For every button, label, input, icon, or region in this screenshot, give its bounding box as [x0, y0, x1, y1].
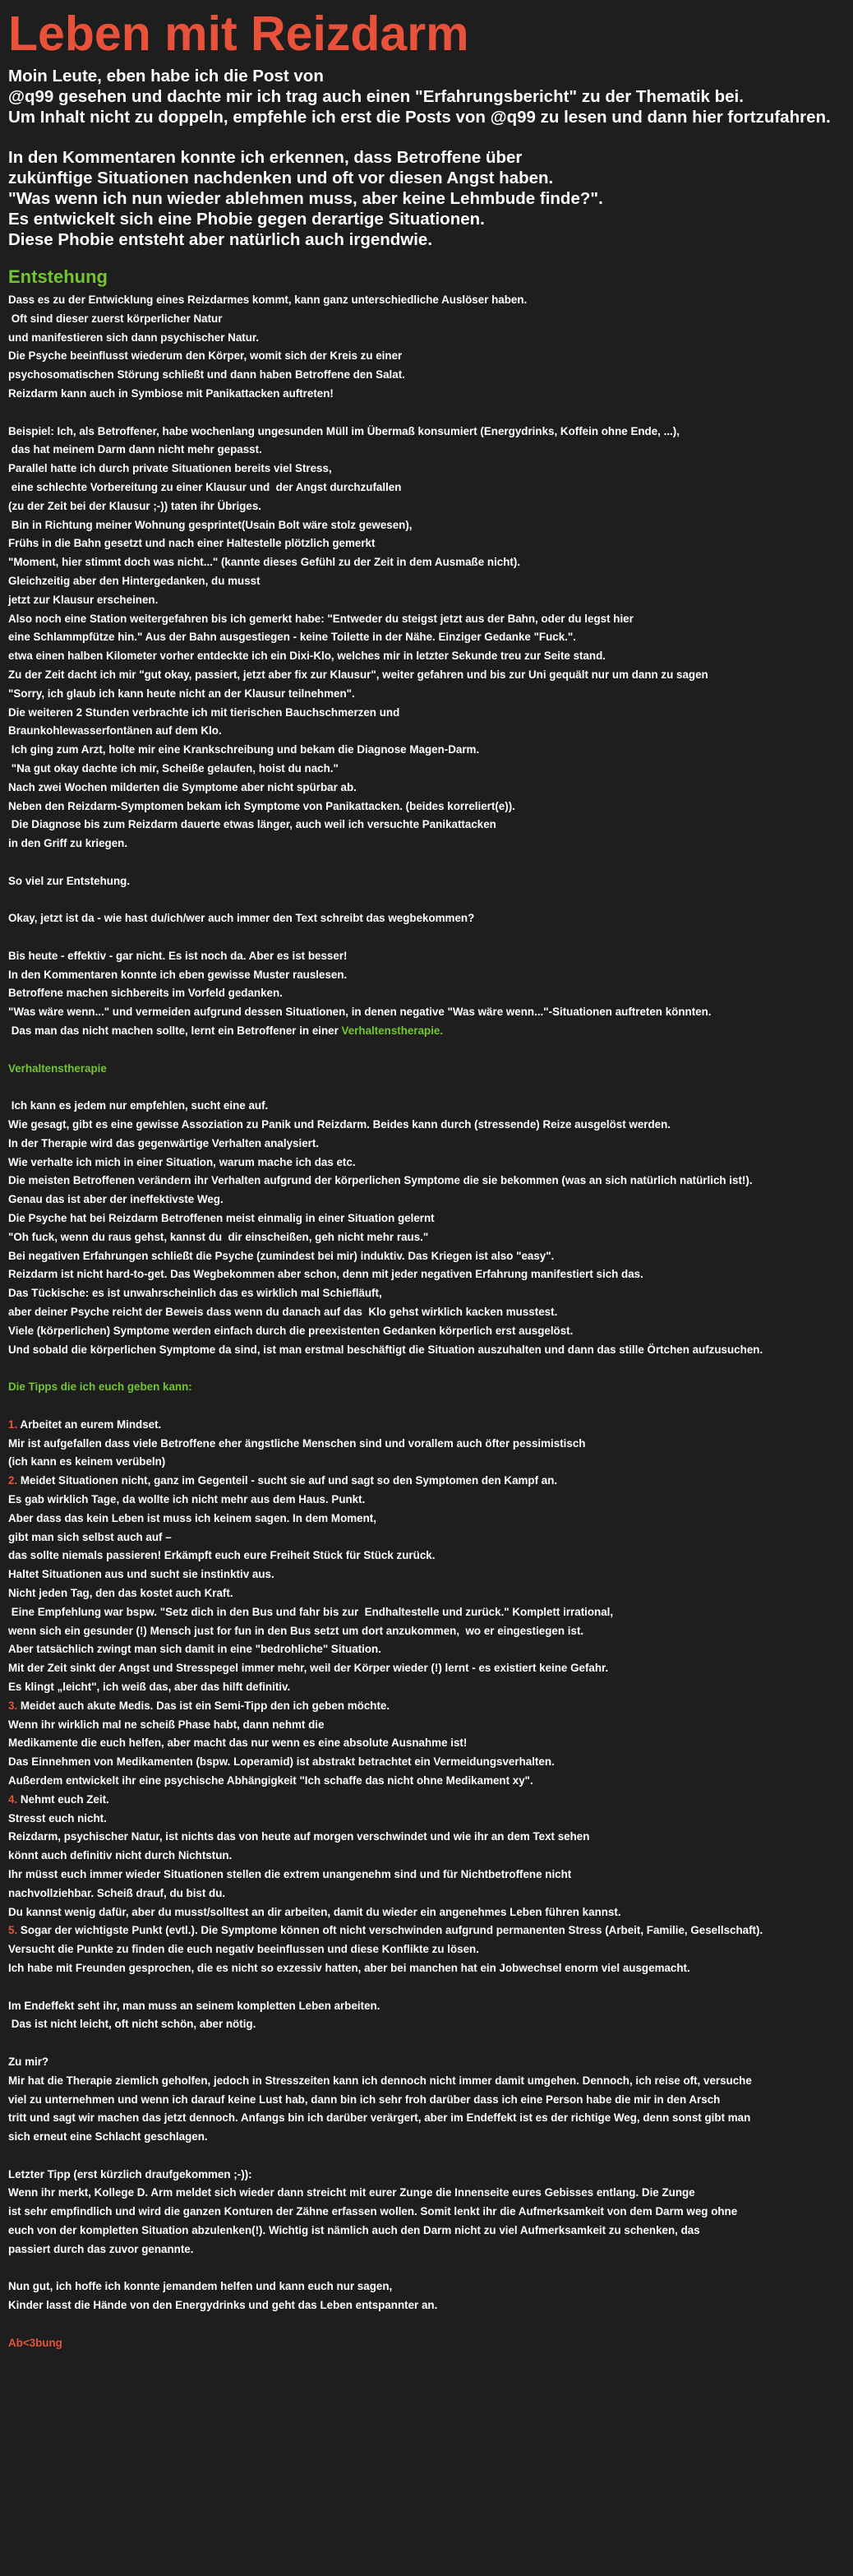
- line-text: eine schlechte Vorbereitung zu einer Klausur und der Angst durchzufallen: [8, 480, 402, 493]
- text-line: [8, 1753, 845, 1772]
- line-text: Die Psyche beeinflusst wiederum den Körper, womit sich der Kreis zu einer: [8, 349, 403, 363]
- text-line: [8, 1922, 845, 1940]
- line-text: Eine Empfehlung war bspw. "Setz dich in den Bus und fahr bis zur Endhaltestelle und zurück." Komplett irrational,: [8, 1605, 614, 1618]
- post-title: Leben mit Reizdarm: [8, 7, 469, 61]
- line-text: das sollte niemals passieren! Erkämpft euch eure Freiheit Stück für Stück zurück.: [8, 1549, 436, 1562]
- text-line: [8, 1997, 845, 2016]
- line-text: "Sorry, ich glaub ich kann heute nicht an der Klausur teilnehmen".: [8, 687, 355, 700]
- line-text: ist sehr empfindlich und wird die ganzen Konturen der Zähne erfassen wollen. Somit lenkt ihr die Aufmerksamkeit von dem Darm weg ohne: [8, 2205, 738, 2218]
- text-line: [8, 1191, 845, 1209]
- list-number: 1.: [8, 1417, 18, 1431]
- text-line: [8, 534, 845, 553]
- text-line: [8, 666, 845, 685]
- text-line: [8, 1322, 845, 1341]
- line-text: Das ist nicht leicht, oft nicht schön, aber nötig.: [8, 2018, 256, 2031]
- text-line: [8, 2147, 845, 2166]
- line-text: Frühs in die Bahn gesetzt und nach einer Haltestelle plötzlich gemerkt: [8, 537, 376, 550]
- text-line: [8, 2184, 845, 2203]
- text-line: [8, 1528, 845, 1547]
- text-line: [8, 1472, 845, 1491]
- text-line: [8, 2015, 845, 2034]
- line-text: Wie verhalte ich mich in einer Situation, warum mache ich das etc.: [8, 1155, 356, 1168]
- line-text: Genau das ist aber der ineffektivste Weg.: [8, 1193, 224, 1206]
- line-text: sich erneut eine Schlacht geschlagen.: [8, 2130, 208, 2144]
- text-line: [8, 1041, 845, 1060]
- text-line: [8, 404, 845, 423]
- text-line: [8, 1659, 845, 1678]
- line-text: Und sobald die körperlichen Symptome da sind, ist man erstmal beschäftigt die Situation auszuhalten und dann das stille Örtchen aufzusuchen.: [8, 1343, 763, 1356]
- text-line: [8, 347, 845, 366]
- text-line: [8, 2296, 845, 2315]
- text-line: [8, 909, 845, 928]
- line-text: Reizdarm ist nicht hard-to-get. Das Wegbekommen aber schon, denn mit jeder negativen Erfahrung manifestiert sich das.: [8, 1268, 643, 1281]
- line-text: aber deiner Psyche reicht der Beweis dass wenn du danach auf das Klo gehst wirklich kacken musstest.: [8, 1306, 558, 1319]
- text-line: [8, 572, 845, 591]
- line-text: Aber dass das kein Leben ist muss ich keinem sagen. In dem Moment,: [8, 1511, 376, 1524]
- text-line: [8, 2315, 845, 2334]
- text-line: [8, 872, 845, 891]
- text-line: [8, 1772, 845, 1791]
- text-line: [8, 2222, 845, 2241]
- text-line: [8, 610, 845, 629]
- line-text: Medikamente die euch helfen, aber macht das nur wenn es eine absolute Ausnahme ist!: [8, 1737, 468, 1750]
- intro-line: Moin Leute, eben habe ich die Post von: [8, 67, 324, 86]
- line-text: Außerdem entwickelt ihr eine psychische Abhängigkeit "Ich schaffe das nicht ohne Medikament xy".: [8, 1774, 533, 1787]
- line-text: Du kannst wenig dafür, aber du musst/solltest an dir arbeiten, damit du wieder ein angenehmes Leben führen kannst.: [8, 1905, 621, 1918]
- text-line: [8, 2259, 845, 2278]
- text-line: [8, 1303, 845, 1322]
- text-line: [8, 1847, 845, 1866]
- line-text: Viele (körperlichen) Symptome werden einfach durch die preexistenten Gedanken körperlich erst ausgelöst.: [8, 1324, 574, 1337]
- line-text: Die meisten Betroffenen verändern ihr Verhalten aufgrund der körperlichen Symptome die sie bekommen (was an sich natürlich natürlich ist!).: [8, 1174, 753, 1187]
- text-line: [8, 1584, 845, 1603]
- line-text: Reizdarm, psychischer Natur, ist nichts das von heute auf morgen verschwindet und wie ihr an dem Text sehen: [8, 1830, 590, 1843]
- line-text: passiert durch das zuvor genannte.: [8, 2242, 194, 2255]
- line-text: Reizdarm kann auch in Symbiose mit Panikattacken auftreten!: [8, 386, 334, 400]
- text-line: [8, 966, 845, 985]
- text-line: [8, 479, 845, 497]
- highlight-text: Verhaltenstherapie: [8, 1061, 107, 1075]
- line-text: Beispiel: Ich, als Betroffener, habe wochenlang ungesunden Müll im Übermaß konsumiert (Energydrinks, Koffein ohne Ende, ...),: [8, 424, 680, 437]
- line-text: (ich kann es keinem verübeln): [8, 1455, 166, 1468]
- text-line: [8, 1378, 845, 1397]
- line-text: könnt auch definitiv nicht durch Nichtstun.: [8, 1849, 233, 1862]
- text-line: [8, 1491, 845, 1510]
- text-line: [8, 1453, 845, 1472]
- line-text: jetzt zur Klausur erscheinen.: [8, 593, 159, 606]
- text-line: [8, 329, 845, 348]
- text-line: [8, 928, 845, 947]
- line-text: Arbeitet an eurem Mindset.: [17, 1417, 162, 1431]
- line-text: Dass es zu der Entwicklung eines Reizdarmes kommt, kann ganz unterschiedliche Auslöser haben.: [8, 294, 528, 306]
- text-line: [8, 779, 845, 798]
- line-text: Braunkohlewasserfontänen auf dem Klo.: [8, 724, 222, 738]
- text-line: [8, 1828, 845, 1847]
- text-line: [8, 891, 845, 910]
- line-text: Nun gut, ich hoffe ich konnte jemandem helfen und kann euch nur sagen,: [8, 2280, 393, 2293]
- line-text: Oft sind dieser zuerst körperlicher Natur: [8, 312, 223, 325]
- text-line: [8, 704, 845, 723]
- line-text: gibt man sich selbst auch auf –: [8, 1530, 172, 1543]
- line-text: Zu mir?: [8, 2055, 49, 2068]
- line-text: Okay, jetzt ist da - wie hast du/ich/wer auch immer den Text schreibt das wegbekommen?: [8, 912, 475, 925]
- text-line: [8, 1810, 845, 1829]
- text-line: [8, 798, 845, 816]
- text-line: [8, 1284, 845, 1303]
- line-text: Wenn ihr wirklich mal ne scheiß Phase habt, dann nehmt die: [8, 1718, 325, 1731]
- line-text: wenn sich ein gesunder (!) Mensch just for fun in den Bus setzt um dort anzukommen, wo er eingestiegen ist.: [8, 1624, 584, 1637]
- text-line: [8, 1265, 845, 1284]
- text-line: [8, 2278, 845, 2296]
- line-text: "Was wäre wenn..." und vermeiden aufgrund dessen Situationen, in denen negative "Was wäre wenn..."-Situationen auftreten könnten.: [8, 1006, 712, 1019]
- text-line: [8, 1359, 845, 1378]
- text-line: [8, 497, 845, 516]
- line-text: nachvollziehbar. Scheiß drauf, du bist du.: [8, 1886, 226, 1899]
- text-line: [8, 1003, 845, 1022]
- text-line: [8, 1716, 845, 1735]
- line-text: Wie gesagt, gibt es eine gewisse Assoziation zu Panik und Reizdarm. Beides kann durch (stressende) Reize ausgelöst werden.: [8, 1118, 671, 1131]
- line-text: Mit der Zeit sinkt der Angst und Stresspegel immer mehr, weil der Körper wieder (!) lernt - es existiert keine Gefahr.: [8, 1662, 609, 1675]
- text-line: [8, 1903, 845, 1922]
- signature: Ab<3bung: [8, 2336, 62, 2349]
- text-line: [8, 1060, 845, 1079]
- text-line: [8, 1697, 845, 1716]
- line-text: Mir hat die Therapie ziemlich geholfen, jedoch in Stresszeiten kann ich dennoch nicht immer damit umgehen. Dennoch, ich reise oft, versuche: [8, 2074, 752, 2087]
- list-number: 2.: [8, 1474, 18, 1487]
- line-text: Also noch eine Station weitergefahren bis ich gemerkt habe: "Entweder du steigst jetzt aus der Bahn, oder du legst hier: [8, 612, 634, 625]
- line-text: Mir ist aufgefallen dass viele Betroffene eher ängstliche Menschen sind und vorallem auch öfter pessimistisch: [8, 1436, 586, 1450]
- text-line: [8, 1866, 845, 1885]
- text-line: [8, 1135, 845, 1154]
- text-line: [8, 1640, 845, 1659]
- text-line: [8, 1510, 845, 1528]
- intro: [8, 66, 845, 250]
- line-text: Ich kann es jedem nur empfehlen, sucht eine auf.: [8, 1099, 269, 1112]
- line-text: "Na gut okay dachte ich mir, Scheiße gelaufen, hoist du nach.": [8, 761, 339, 775]
- text-line: [8, 2166, 845, 2185]
- line-text: Im Endeffekt seht ihr, man muss an seinem kompletten Leben arbeiten.: [8, 1999, 380, 2012]
- line-text: Die Psyche hat bei Reizdarm Betroffenen meist einmalig in einer Situation gelernt: [8, 1212, 435, 1225]
- line-text: Das man das nicht machen sollte, lernt ein Betroffener in einer: [8, 1024, 342, 1038]
- line-text: Ich ging zum Arzt, holte mir eine Krankschreibung und bekam die Diagnose Magen-Darm.: [8, 743, 480, 756]
- line-text: "Moment, hier stimmt doch was nicht..." (kannte dieses Gefühl zu der Zeit in dem Ausmaße nicht).: [8, 556, 521, 569]
- post-body: [8, 291, 845, 2353]
- text-line: [8, 1791, 845, 1810]
- text-line: [8, 1622, 845, 1641]
- line-text: eine Schlammpfütze hin." Aus der Bahn ausgestiegen - keine Toilette in der Nähe. Einziger Gedanke "Fuck.".: [8, 631, 576, 644]
- text-line: [8, 1247, 845, 1266]
- text-line: [8, 2091, 845, 2110]
- line-text: Letzter Tipp (erst kürzlich draufgekommen ;-)):: [8, 2167, 252, 2181]
- text-line: [8, 2072, 845, 2091]
- line-text: Sogar der wichtigste Punkt (evtl.). Die Symptome können oft nicht verschwinden aufgrund permanenten Stress (Arbeit, Familie, Gesellschaft).: [17, 1924, 763, 1937]
- text-line: [8, 1209, 845, 1228]
- text-line: [8, 853, 845, 872]
- text-line: [8, 2034, 845, 2053]
- line-text: in den Griff zu kriegen.: [8, 837, 128, 850]
- line-text: Kinder lasst die Hände von den Energydrinks und geht das Leben entspannter an.: [8, 2299, 438, 2312]
- text-line: [8, 460, 845, 479]
- line-text: Parallel hatte ich durch private Situationen bereits viel Stress,: [8, 462, 332, 475]
- line-text: Haltet Situationen aus und sucht sie instinktiv aus.: [8, 1568, 274, 1581]
- text-line: [8, 1978, 845, 1997]
- line-text: Stresst euch nicht.: [8, 1811, 107, 1824]
- text-line: [8, 816, 845, 835]
- line-text: Zu der Zeit dacht ich mir "gut okay, passiert, jetzt aber fix zur Klausur", weiter gefahren und bis zur Uni gequält nur um dann zu sagen: [8, 668, 708, 681]
- line-text: So viel zur Entstehung.: [8, 874, 131, 887]
- intro-line: Es entwickelt sich eine Phobie gegen derartige Situationen.: [8, 210, 485, 229]
- line-text: Bei negativen Erfahrungen schließt die Psyche (zumindest bei mir) induktiv. Das Kriegen ist also "easy".: [8, 1249, 555, 1262]
- line-text: Neben den Reizdarm-Symptomen bekam ich Symptome von Panikattacken. (beides korreliert(e)).: [8, 799, 515, 812]
- text-line: [8, 722, 845, 741]
- line-text: das hat meinem Darm dann nicht mehr gepasst.: [8, 443, 262, 456]
- text-line: [8, 1565, 845, 1584]
- list-number: 4.: [8, 1792, 18, 1806]
- text-line: [8, 1022, 845, 1041]
- line-text: Betroffene machen sichbereits im Vorfeld gedanken.: [8, 987, 283, 1000]
- text-line: [8, 591, 845, 610]
- line-text: Ich habe mit Freunden gesprochen, die es nicht so exzessiv hatten, aber bei manchen hat ein Jobwechsel enorm viel ausgemacht.: [8, 1961, 690, 1974]
- text-line: [8, 423, 845, 442]
- line-text: Meidet Situationen nicht, ganz im Gegenteil - sucht sie auf und sagt so den Symptomen den Kampf an.: [17, 1474, 558, 1487]
- text-line: [8, 1172, 845, 1191]
- text-line: [8, 1341, 845, 1360]
- line-text: Es klingt „leicht", ich weiß das, aber das hilft definitiv.: [8, 1680, 291, 1693]
- text-line: [8, 2203, 845, 2222]
- text-line: [8, 385, 845, 404]
- text-line: [8, 1435, 845, 1454]
- text-line: [8, 441, 845, 460]
- line-text: Bin in Richtung meiner Wohnung gesprintet(Usain Bolt wäre stolz gewesen),: [8, 518, 413, 531]
- line-text: In der Therapie wird das gegenwärtige Verhalten analysiert.: [8, 1136, 320, 1149]
- text-line: [8, 553, 845, 572]
- text-line: [8, 741, 845, 760]
- list-number: 5.: [8, 1924, 18, 1937]
- intro-line: Um Inhalt nicht zu doppeln, empfehle ich erst die Posts von @q99 zu lesen und dann hier fortzufahren.: [8, 108, 831, 127]
- line-text: Meidet auch akute Medis. Das ist ein Semi-Tipp den ich geben möchte.: [17, 1699, 390, 1712]
- line-text: Nehmt euch Zeit.: [17, 1792, 109, 1806]
- text-line: [8, 1940, 845, 1959]
- text-line: [8, 1097, 845, 1116]
- text-line: [8, 1959, 845, 1978]
- line-text: Versucht die Punkte zu finden die euch negativ beeinflussen und diese Konflikte zu lösen.: [8, 1943, 479, 1956]
- intro-line: Diese Phobie entsteht aber natürlich auch irgendwie.: [8, 230, 433, 249]
- text-line: [8, 835, 845, 853]
- text-line: [8, 1154, 845, 1172]
- line-text: In den Kommentaren konnte ich eben gewisse Muster rauslesen.: [8, 968, 348, 981]
- highlight-text: Die Tipps die ich euch geben kann:: [8, 1380, 192, 1394]
- line-text: Ihr müsst euch immer wieder Situationen stellen die extrem unangenehm sind und für Nichtbetroffene nicht: [8, 1867, 572, 1880]
- text-line: [8, 760, 845, 779]
- line-text: viel zu unternehmen und wenn ich darauf keine Lust hab, dann bin ich sehr froh darüber dass ich eine Person habe die mir in den Arsch: [8, 2093, 721, 2106]
- line-text: Das Einnehmen von Medikamenten (bspw. Loperamid) ist abstrakt betrachtet ein Vermeidungsverhalten.: [8, 1755, 555, 1769]
- line-text: psychosomatischen Störung schließt und dann haben Betroffene den Salat.: [8, 368, 405, 382]
- text-line: [8, 628, 845, 647]
- line-text: tritt und sagt wir machen das jetzt dennoch. Anfangs bin ich darüber verärgert, aber im Endeffekt ist es der richtige Weg, denn sonst gibt man: [8, 2111, 751, 2125]
- line-text: "Oh fuck, wenn du raus gehst, kannst du dir einscheißen, geh nicht mehr raus.": [8, 1230, 429, 1243]
- intro-line: @q99 gesehen und dachte mir ich trag auch einen "Erfahrungsbericht" zu der Thematik bei.: [8, 87, 744, 106]
- text-line: [8, 984, 845, 1003]
- text-line: [8, 1885, 845, 1903]
- text-line: [8, 685, 845, 704]
- text-line: [8, 516, 845, 535]
- text-line: [8, 1416, 845, 1435]
- text-line: [8, 1228, 845, 1247]
- text-line: [8, 1078, 845, 1097]
- text-line: [8, 2053, 845, 2072]
- text-line: [8, 310, 845, 329]
- intro-line: zukünftige Situationen nachdenken und oft vor diesen Angst haben.: [8, 169, 554, 187]
- intro-line: "Was wenn ich nun wieder ablehmen muss, aber keine Lehmbude finde?".: [8, 189, 603, 208]
- line-text: Wenn ihr merkt, Kollege D. Arm meldet sich wieder dann streicht mit eurer Zunge die Innenseite eures Gebisses entlang. Die Zunge: [8, 2186, 695, 2199]
- intro-line: In den Kommentaren konnte ich erkennen, dass Betroffene über: [8, 148, 523, 167]
- line-text: Das Tückische: es ist unwahrscheinlich das es wirklich mal Schiefläuft,: [8, 1287, 382, 1300]
- line-text: euch von der kompletten Situation abzulenken(!). Wichtig ist nämlich auch den Darm nicht zu viel Aufmerksamkeit zu schenken, das: [8, 2224, 700, 2237]
- text-line: [8, 2128, 845, 2147]
- list-number: 3.: [8, 1699, 18, 1712]
- text-line: [8, 291, 845, 310]
- text-line: [8, 1734, 845, 1753]
- line-text: Bis heute - effektiv - gar nicht. Es ist noch da. Aber es ist besser!: [8, 949, 348, 962]
- line-text: etwa einen halben Kilometer vorher entdeckte ich ein Dixi-Klo, welches mir in letzter Sekunde treu zur Seite stand.: [8, 650, 606, 663]
- text-line: [8, 1397, 845, 1416]
- intro-gap: [8, 127, 845, 147]
- line-text: Nicht jeden Tag, den das kostet auch Kraft.: [8, 1586, 233, 1599]
- text-line: [8, 647, 845, 666]
- text-line: [8, 947, 845, 966]
- line-text: Gleichzeitig aber den Hintergedanken, du musst: [8, 574, 261, 587]
- text-line: [8, 1678, 845, 1697]
- highlight-text: Verhaltenstherapie.: [341, 1024, 444, 1038]
- line-text: Es gab wirklich Tage, da wollte ich nicht mehr aus dem Haus. Punkt.: [8, 1493, 366, 1505]
- text-line: [8, 1116, 845, 1135]
- text-line: [8, 2241, 845, 2259]
- line-text: Nach zwei Wochen milderten die Symptome aber nicht spürbar ab.: [8, 780, 357, 793]
- line-text: Die weiteren 2 Stunden verbrachte ich mit tierischen Bauchschmerzen und: [8, 705, 400, 719]
- line-text: Die Diagnose bis zum Reizdarm dauerte etwas länger, auch weil ich versuchte Panikattacken: [8, 818, 496, 831]
- line-text: (zu der Zeit bei der Klausur ;-)) taten ihr Übriges.: [8, 499, 262, 512]
- text-line: [8, 2334, 845, 2353]
- line-text: und manifestieren sich dann psychischer Natur.: [8, 331, 260, 344]
- text-line: [8, 1603, 845, 1622]
- text-line: [8, 2109, 845, 2128]
- text-line: [8, 1547, 845, 1565]
- line-text: Aber tatsächlich zwingt man sich damit in eine "bedrohliche" Situation.: [8, 1643, 381, 1656]
- section-heading-entstehung: Entstehung: [8, 266, 108, 287]
- text-line: [8, 366, 845, 385]
